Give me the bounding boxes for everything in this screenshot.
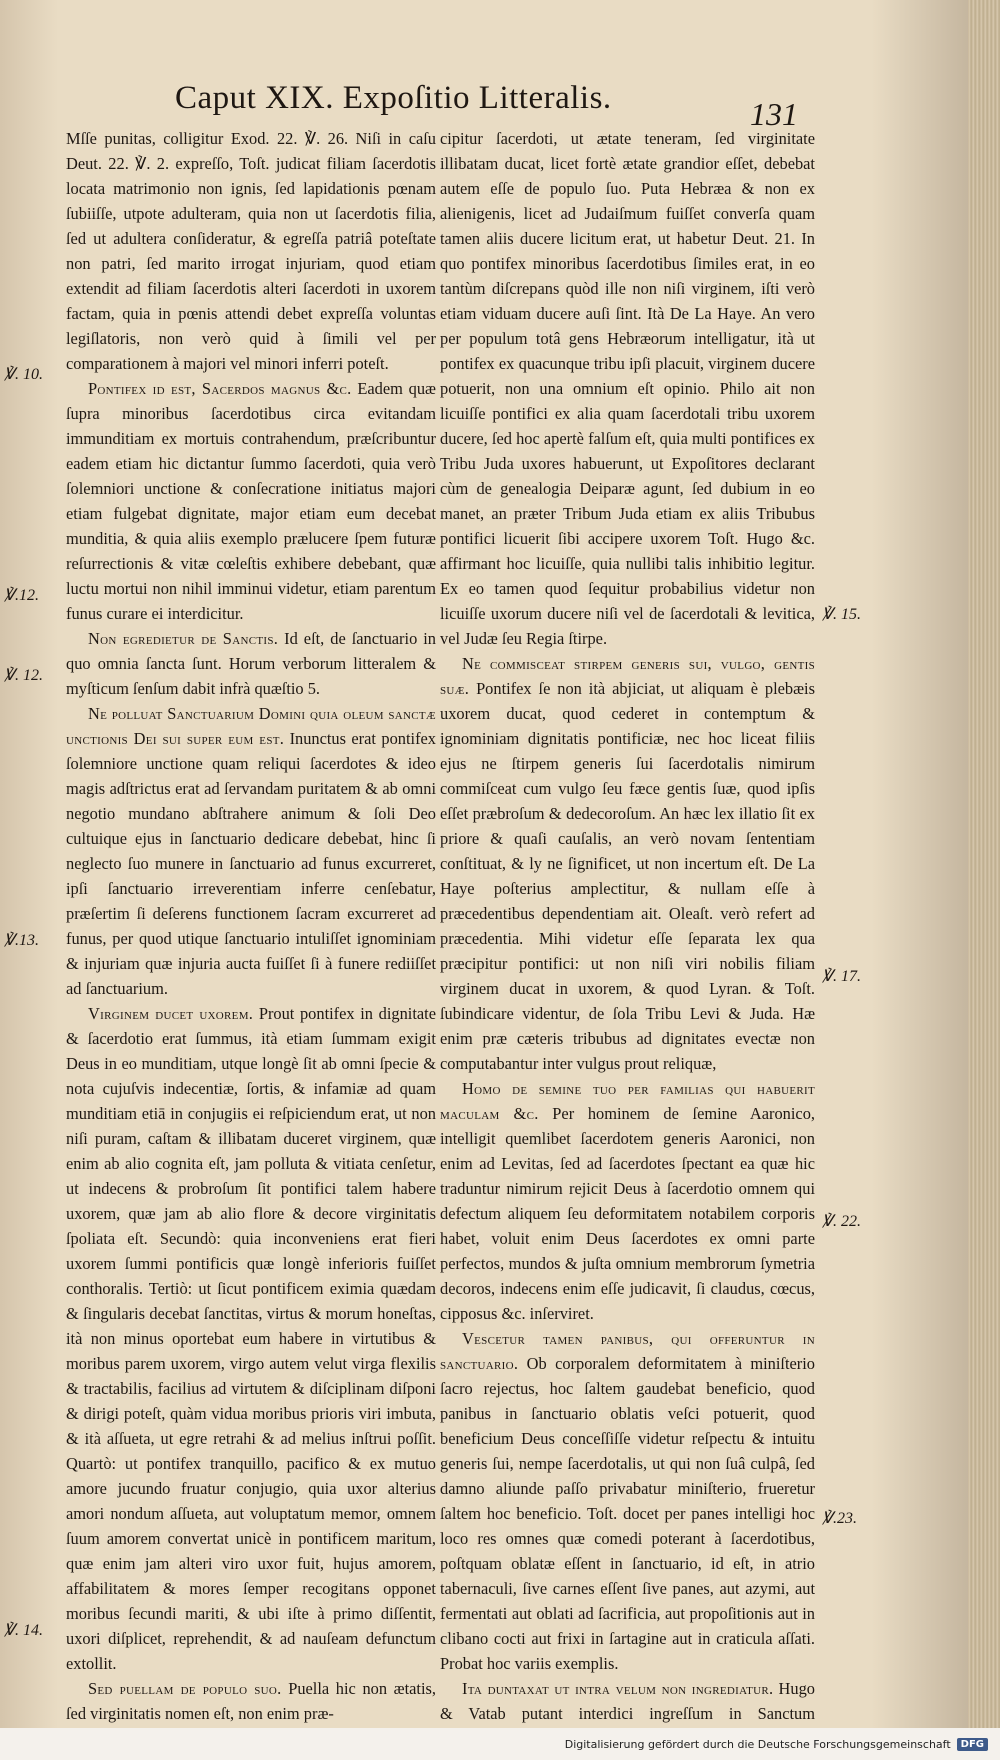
paragraph: Ne polluat Sanctuarium Domini quia oleum sanctæ unctionis Dei sui super eum est. Inunctus erat pontifex ſolemniore unctione quam reliqui ſacerdotes & ideo magis adſtrictus erat ad ſervandam puritatem & ab omni negotio mundano abſtrahere animum & ſoli Deo cultuique ejus in ſanctuario dedicare debebat, hinc ſi neglecto ſuo munere in ſanctuario ad funus excurreret, ipſi ſanctuario irreverentiam inferre cenſebatur, præſertim ſi deſerens functionem ſacram excurreret ad funus, per quod utique ſanctuario intuliſſet ignominiam & injuriam quæ injuria aucta fuiſſet ſi à funere rediiſſet ad ſanctuarium. — [66, 704, 436, 998]
lemma: Homo de semine tuo per familias qui habuerit maculam &c. — [440, 1079, 815, 1123]
margin-verse-note: ℣. 14. — [4, 1622, 43, 1639]
paragraph: cipitur ſacerdoti, ut ætate teneram, ſed virginitate illibatam ducat, licet fortè ætate grandior eſſet, debebat autem eſſe de populo ſuo. Puta Hebræa & non ex alienigenis, licet ad Judaiſmum fuiſſet converſa quam tamen aliis ducere licitum erat, ut habetur Deut. 21. In quo pontifex minoribus ſacerdotibus ſimiles erat, in eo tantùm diſcrepans quòd ille non niſi virginem, iſti verò etiam viduam ducere auſi ſint. Ità De La Haye. An vero per populum totâ gens Hebræorum intelligatur, ità ut pontifex ex quacunque tribu ipſi placuit, virginem ducere potuerit, non una omnium eſt opinio. Philo ait non licuiſſe pontifici ex alia quam ſacerdotali tribu uxorem ducere, ſed hoc apertè falſum eſt, quia multi pontifices ex Tribu Juda uxores habuerunt, ut Expoſitores declarant cùm de genealogia Deiparæ agunt, ſed dubium in eo manet, an præter Tribum Juda etiam ex aliis Tribubus pontifici licuerit ſibi accipere uxorem Toſt. Hugo &c. affirmant hoc licuiſſe, quia nullibi talis inhibitio legitur. Ex eo tamen quod ſequitur probabilius videtur non licuiſſe uxorum ducere niſi vel de ſacerdotali & levitica, vel Judæ ſeu Regia ſtirpe. — [440, 129, 815, 648]
dfg-logo-icon: DFG — [957, 1738, 988, 1751]
lemma: Sed puellam de populo suo. — [88, 1679, 282, 1698]
margin-verse-note: ℣. 15. — [822, 606, 861, 623]
margin-verse-note: ℣. 17. — [822, 968, 861, 985]
margin-verse-note: ℣.13. — [4, 932, 39, 949]
margin-verse-note: ℣.23. — [822, 1510, 857, 1527]
paragraph: Virginem ducet uxorem. Prout pontifex in dignitate & ſacerdotio erat ſummus, ità etiam ſummam exigit Deus in eo munditiam, utque longè ſit ab omni ſpecie & nota cujuſvis indecentiæ, ſortis, & infamiæ ad quam munditiam etiā in conjugiis ei reſpiciendum erat, ut non niſi puram, caſtam & illibatam duceret virginem, quæ enim ab alio cognita eſt, jam polluta & vitiata cenſetur, ut indecens & probroſum ſit pontifici talem habere uxorem, quæ jam ab alio flore & decore virginitatis ſpoliata eſt. Secundò: quia inconveniens erat fieri uxorem ſummi pontificis quæ longè inferioris fuiſſet conthoralis. Tertiò: ut ſicut pontificem eximia quædam & ſingularis decebat ſanctitas, virtus & morum honeſtas, ità non minus oportebat eum habere in virtutibus & moribus parem uxorem, virgo autem velut virga flexilis & tractabilis, facilius ad virtutem & diſciplinam diſponi & dirigi poteſt, quàm vidua moribus prioris viri imbuta, & ità aſſueta, ut egre retrahi & ad melius inſtrui poſſit. Quartò: ut pontifex tranquillo, pacifico & ex mutuo amore jucundo fruatur conjugio, quia uxor alterius amori nondum aſſueta, aut voluptatum memor, omnem ſuum amorem convertat unicè in pontificem maritum, quæ enim jam alteri viro uxor fuit, hujus amorem, affabilitatem & mores ſemper recogitans opponet moribus ſecundi mariti, & ubi iſte à primo diſſentit, uxori diſplicet, reprehendit, & ad nauſeam defunctum extollit. — [66, 1004, 436, 1673]
paragraph: Pontifex id est, Sacerdos magnus &c. Eadem quæ ſupra minoribus ſacerdotibus circa evitandam immunditiam ex mortuis contrahendum, præſcribuntur eadem etiam hic dictantur ſummo ſacerdoti, quia verò ſolemniori unctione & conſecratione initiatus majori etiam fulgebat dignitate, major etiam eum decebat munditia, & quia aliis exemplo prælucere ſpem futuræ reſurrectionis & vitæ cœleſtis exhibere debebant, quæ luctu mortui non nihil imminui videtur, etiam parentum funus curare ei interdicitur. — [66, 379, 436, 623]
page-number: 131 — [750, 96, 798, 132]
paragraph: Vescetur tamen panibus, qui offeruntur in sanctuario. Ob corporalem deformitatem à miniſterio ſacro rejectus, hoc ſaltem gaudebat beneficio, quod panibus in ſanctuario oblatis veſci potuerit, quod beneficium Deus conceſſiſſe videtur reſpectu & intuitu generis ſui, nempe ſacerdotalis, ut qui non ſuâ culpâ, ſed damno aliunde paſſo privabatur miniſterio, frueretur ſaltem hoc beneficio. Toſt. docet per panes intelligi hoc loco res omnes quæ comedi poterant à ſacerdotibus, poſtquam oblatæ eſſent in ſanctuario, id eſt, in atrio tabernaculi, ſive carnes eſſent ſive panes, aut azymi, aut fermentati aut oblati ad ſacrificia, aut propoſitionis aut in clibano cocti aut frixi in ſartagine aut in craticula aſſati. Probat hoc variis exemplis. — [440, 1329, 815, 1673]
lemma: Vescetur tamen panibus, qui offeruntur in sanctuario. — [440, 1329, 815, 1373]
paragraph: Sed puellam de populo suo. Puella hic non ætatis, ſed virginitatis nomen eſt, non enim præ- — [66, 1679, 436, 1723]
paragraph: Non egredietur de Sanctis. Id eſt, de ſanctuario in quo omnia ſancta ſunt. Horum verborum litteralem & myſticum ſenſum dabit infrà quæſtio 5. — [66, 629, 437, 698]
digitization-footer — [0, 1728, 1000, 1760]
paragraph: Mſſe punitas, colligitur Exod. 22. ℣. 26. Niſi in caſu Deut. 22. ℣. 2. expreſſo, Toſt. judicat filiam ſacerdotis locata matrimonio non ignis, ſed lapidationis pœnam ſubiiſſe, utpote adulteram, quia non ut ſacerdotis filia, ſed ut adultera conſideratur, & egreſſa patriâ poteſtate non patri, ſed marito irrogat injuriam, quod etiam extendit ad filiam ſacerdotis alteri ſacerdoti in uxorem factam, quia in pœnis attendi debet expreſſa voluntas legiſlatoris, non verò quid à ſimili vel per comparationem à majori vel minori inferri poteſt. — [66, 129, 436, 373]
paragraph: Homo de semine tuo per familias qui habuerit maculam &c. Per hominem de ſemine Aaronico, intelligit quemlibet ſacerdotem generis Aaronici, non enim ad Levitas, ſed ad ſacerdotes ſpectant ea quæ hic traduntur nimirum rejicit Deus à ſacerdotio omnem qui defectum aliquem ſeu deformitatem notabilem corporis habet, voluit enim Deus ſacerdotes ex omni parte perfectos, mundos & juſta omnium membrorum ſymetria decoros, indecens enim eſſe judicavit, ſi claudus, cœcus, cipposus &c. inſerviret. — [440, 1079, 816, 1323]
right-column — [440, 126, 815, 1728]
margin-verse-note: ℣.12. — [4, 587, 39, 604]
lemma: Ne polluat Sanctuarium Domini quia oleum sanctæ unctionis Dei sui super eum est. — [66, 704, 436, 748]
lemma: Ne commisceat stirpem generis sui, vulgo, gentis suæ. — [440, 654, 815, 698]
paragraph: Ita duntaxat ut intra velum non ingrediatur. Hugo & Vatab putant interdici ingreſſum in Sanctum — [440, 1679, 815, 1723]
margin-verse-note: ℣. 10. — [4, 366, 43, 383]
lemma: Ita duntaxat ut intra velum non ingrediatur. — [462, 1679, 774, 1698]
lemma: Pontifex id est, Sacerdos magnus &c. — [88, 379, 352, 398]
page-edge — [968, 0, 1000, 1728]
lemma: Non egredietur de Sanctis. — [88, 629, 279, 648]
lemma: Virginem ducet uxorem. — [88, 1004, 254, 1023]
margin-verse-note: ℣. 22. — [822, 1213, 861, 1230]
left-column — [66, 126, 436, 1726]
paragraph: Ne commisceat stirpem generis sui, vulgo, gentis suæ. Pontifex ſe non ità abjiciat, ut aliquam è plebæis uxorem ducat, quod cederet in contemptum & ignominiam dignitatis pontificiæ, nec hoc liceat filiis ejus ne ſtirpem generis ſui ſacerdotalis nimirum commiſceat cum vulgo ſeu fæce gentis ſuæ, quod ipſis eſſet præbroſum & dedecoroſum. An hæc lex illatio ſit ex priore & quaſi cauſalis, an verò novam ſententiam conſtituat, & ly ne ſignificet, ut non incertum eſt. De La Haye poſterius amplectitur, & nullam eſſe à præcedentibus dependentiam ait. Oleaſt. verò refert ad præcedentia. Mihi videtur eſſe ſeparata lex qua præcipitur pontifici: ut non niſi viri nobilis filiam virginem ducat in uxorem, & quod Lyran. & Toſt. ſubindicare videntur, de ſola Tribu Levi & Juda. Hæ enim præ cæteris tribubus ad dignitates evectæ non computabantur inter vulgus prout reliquæ, — [440, 654, 815, 1073]
running-head: Caput XIX. Expoſitio Litteralis. — [175, 80, 612, 116]
footer-credit: Digitalisierung gefördert durch die Deutsche Forschungsgemeinschaft — [564, 1737, 951, 1751]
margin-verse-note: ℣. 12. — [4, 667, 43, 684]
